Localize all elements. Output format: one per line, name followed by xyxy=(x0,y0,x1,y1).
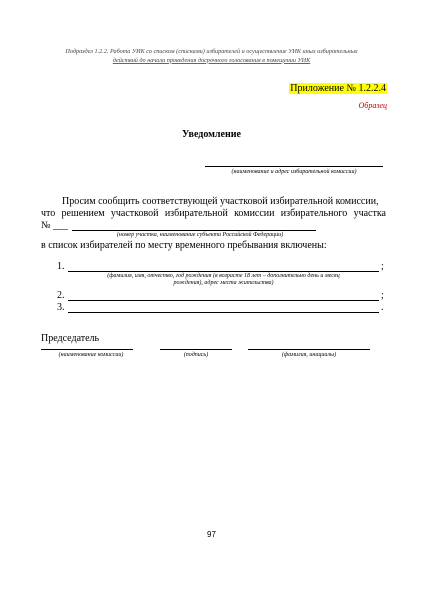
item-1-caption-1: (фамилия, имя, отчество, год рождения (в возрасте 18 лет – дополнительно день и месяц xyxy=(107,273,340,279)
item-2-line xyxy=(68,300,379,301)
item-1-number: 1. xyxy=(57,261,65,272)
body-line-3: в список избирателей по месту временного пребывания включены: xyxy=(41,240,327,251)
body-line-1: Просим сообщить соответствующей участковой избирательной комиссии, xyxy=(62,196,379,207)
document-title: Уведомление xyxy=(182,129,241,140)
station-line xyxy=(72,230,316,231)
commission-name-caption: (наименование комиссии) xyxy=(58,352,124,358)
station-number-label: № ___ xyxy=(41,220,69,231)
appendix-label: Приложение № 1.2.2.4 xyxy=(290,83,386,94)
item-2-semicolon: ; xyxy=(381,290,384,301)
header-line-1: Подраздел 1.2.2. Работа УИК со списком (списками) избирателей и осуществление УИК иных избирательных xyxy=(65,48,358,55)
chairman-label: Председатель xyxy=(41,333,100,344)
full-name-line xyxy=(248,349,370,350)
commission-line xyxy=(205,166,383,167)
page-number: 97 xyxy=(207,530,216,539)
item-1-caption-2: рождения), адрес места жительства) xyxy=(173,280,274,286)
sample-label: Образец xyxy=(358,101,387,110)
item-3-line xyxy=(68,312,379,313)
commission-name-line xyxy=(41,349,133,350)
item-3-number: 3. xyxy=(57,302,65,313)
header-line-2: действий до начала проведения досрочного голосования в помещении УИК xyxy=(112,56,311,64)
item-3-period: . xyxy=(381,302,384,313)
item-1-semicolon: ; xyxy=(381,261,384,272)
item-1-line xyxy=(68,271,379,272)
signature-caption: (подпись) xyxy=(183,352,209,358)
full-name-caption: (фамилия, инициалы) xyxy=(281,352,337,358)
item-2-number: 2. xyxy=(57,290,65,301)
signature-line xyxy=(160,349,232,350)
commission-caption: (наименование и адрес избирательной комиссии) xyxy=(231,169,357,175)
station-caption: (номер участка, наименование субъекта Российской Федерации) xyxy=(116,232,284,238)
body-line-2: что решением участковой избирательной комиссии избирательного участка xyxy=(41,208,386,219)
document-header xyxy=(40,48,383,65)
